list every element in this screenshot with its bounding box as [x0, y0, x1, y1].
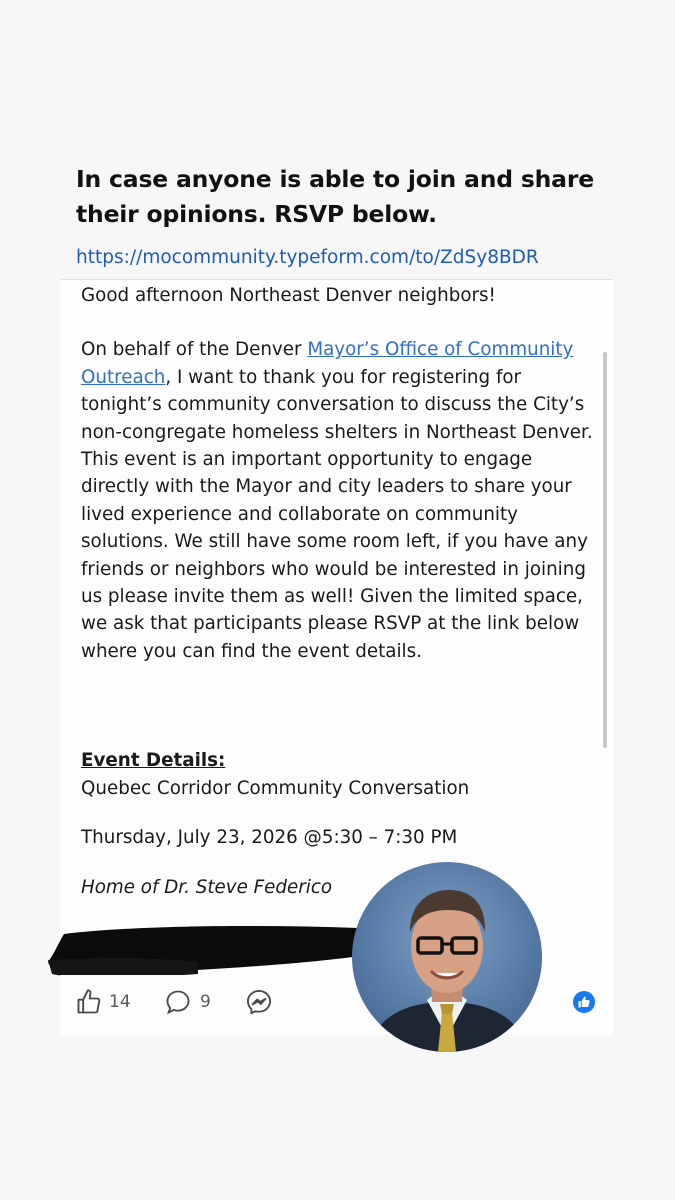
event-location: Home of Dr. Steve Federico	[81, 876, 333, 898]
like-badge-icon	[573, 991, 595, 1013]
email-body	[81, 282, 596, 901]
messenger-button[interactable]	[245, 988, 273, 1016]
event-name: Quebec Corridor Community Conversation	[81, 777, 470, 799]
event-datetime: Thursday, July 23, 2026 @5:30 – 7:30 PM	[81, 827, 458, 849]
email-greeting: Good afternoon Northeast Denver neighbors!	[81, 285, 496, 306]
email-main-paragraph: On behalf of the Denver Mayor’s Office of Community Outreach, I want to thank you for registering for tonight’s community conversation to discuss the City’s non-congregate homeless shelters in Northeast Denver. This event is an important opportunity to engage directly with the Mayor and city leaders to share your lived experience and collaborate on community solutions. We still have some room left, if you have any friends or neighbors who would be interested in joining us please invite them as well! Given the limited space, we ask that participants please RSVP at the link below where you can find the event details.	[81, 339, 593, 662]
comment-icon	[164, 988, 192, 1016]
messenger-icon	[245, 988, 273, 1016]
thumbs-up-icon	[75, 988, 103, 1016]
comment-button[interactable]	[164, 988, 211, 1016]
event-details-heading: Event Details:	[81, 750, 226, 772]
like-button[interactable]	[75, 988, 131, 1016]
mayors-office-link[interactable]: Mayor’s Office of Community Outreach	[81, 339, 574, 388]
avatar	[352, 862, 542, 1052]
redaction-marker	[48, 916, 366, 982]
like-count: 14	[109, 992, 131, 1012]
post-caption: In case anyone is able to join and share their opinions. RSVP below.	[76, 165, 594, 228]
rsvp-link[interactable]: https://mocommunity.typeform.com/to/ZdSy8BDR	[76, 247, 539, 268]
comment-count: 9	[200, 992, 211, 1012]
scrollbar[interactable]	[603, 352, 607, 748]
